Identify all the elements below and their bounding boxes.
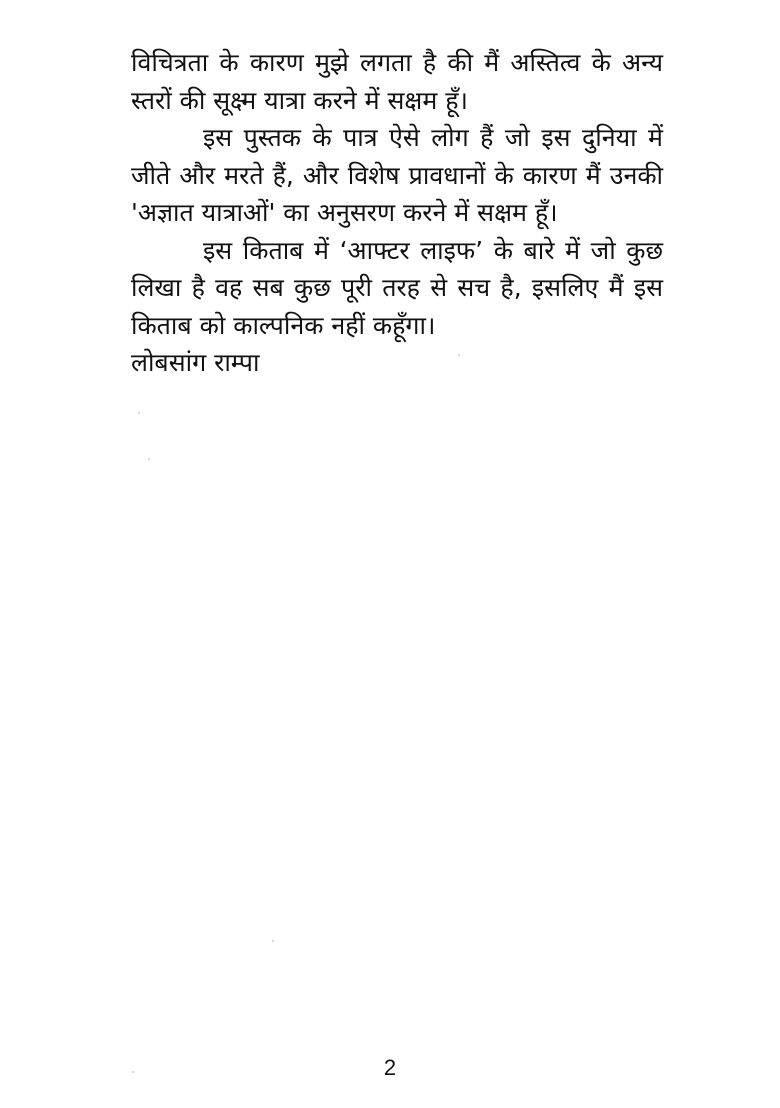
- scan-speck: [272, 940, 274, 942]
- paragraph-afterlife: इस किताब में ‘आफ्टर लाइफ’ के बारे में जो कुछ लिखा है वह सब कुछ पूरी तरह से सच है, इसलिए मैं इस किताब को काल्पनिक नहीं कहूँगा।: [131, 235, 663, 340]
- scan-speck: [148, 458, 150, 460]
- author-signature: लोबसांग राम्पा: [131, 348, 260, 377]
- paragraph-continuation: विचित्रता के कारण मुझे लगता है की मैं अस्तित्व के अन्य स्तरों की सूक्ष्म यात्रा करने में सक्षम हूँ।: [131, 48, 663, 115]
- page-number: 2: [383, 1055, 397, 1080]
- paragraph-characters: इस पुस्तक के पात्र ऐसे लोग हैं जो इस दुनिया में जीते और मरते हैं, और विशेष प्रावधानों के कारण मैं उनकी 'अज्ञात यात्राओं' का अनुसरण करने में सक्षम हूँ।: [131, 123, 663, 227]
- scan-speck: [132, 1071, 134, 1073]
- body-text: [131, 44, 663, 382]
- scan-speck: [138, 412, 140, 414]
- scan-speck: [458, 354, 460, 356]
